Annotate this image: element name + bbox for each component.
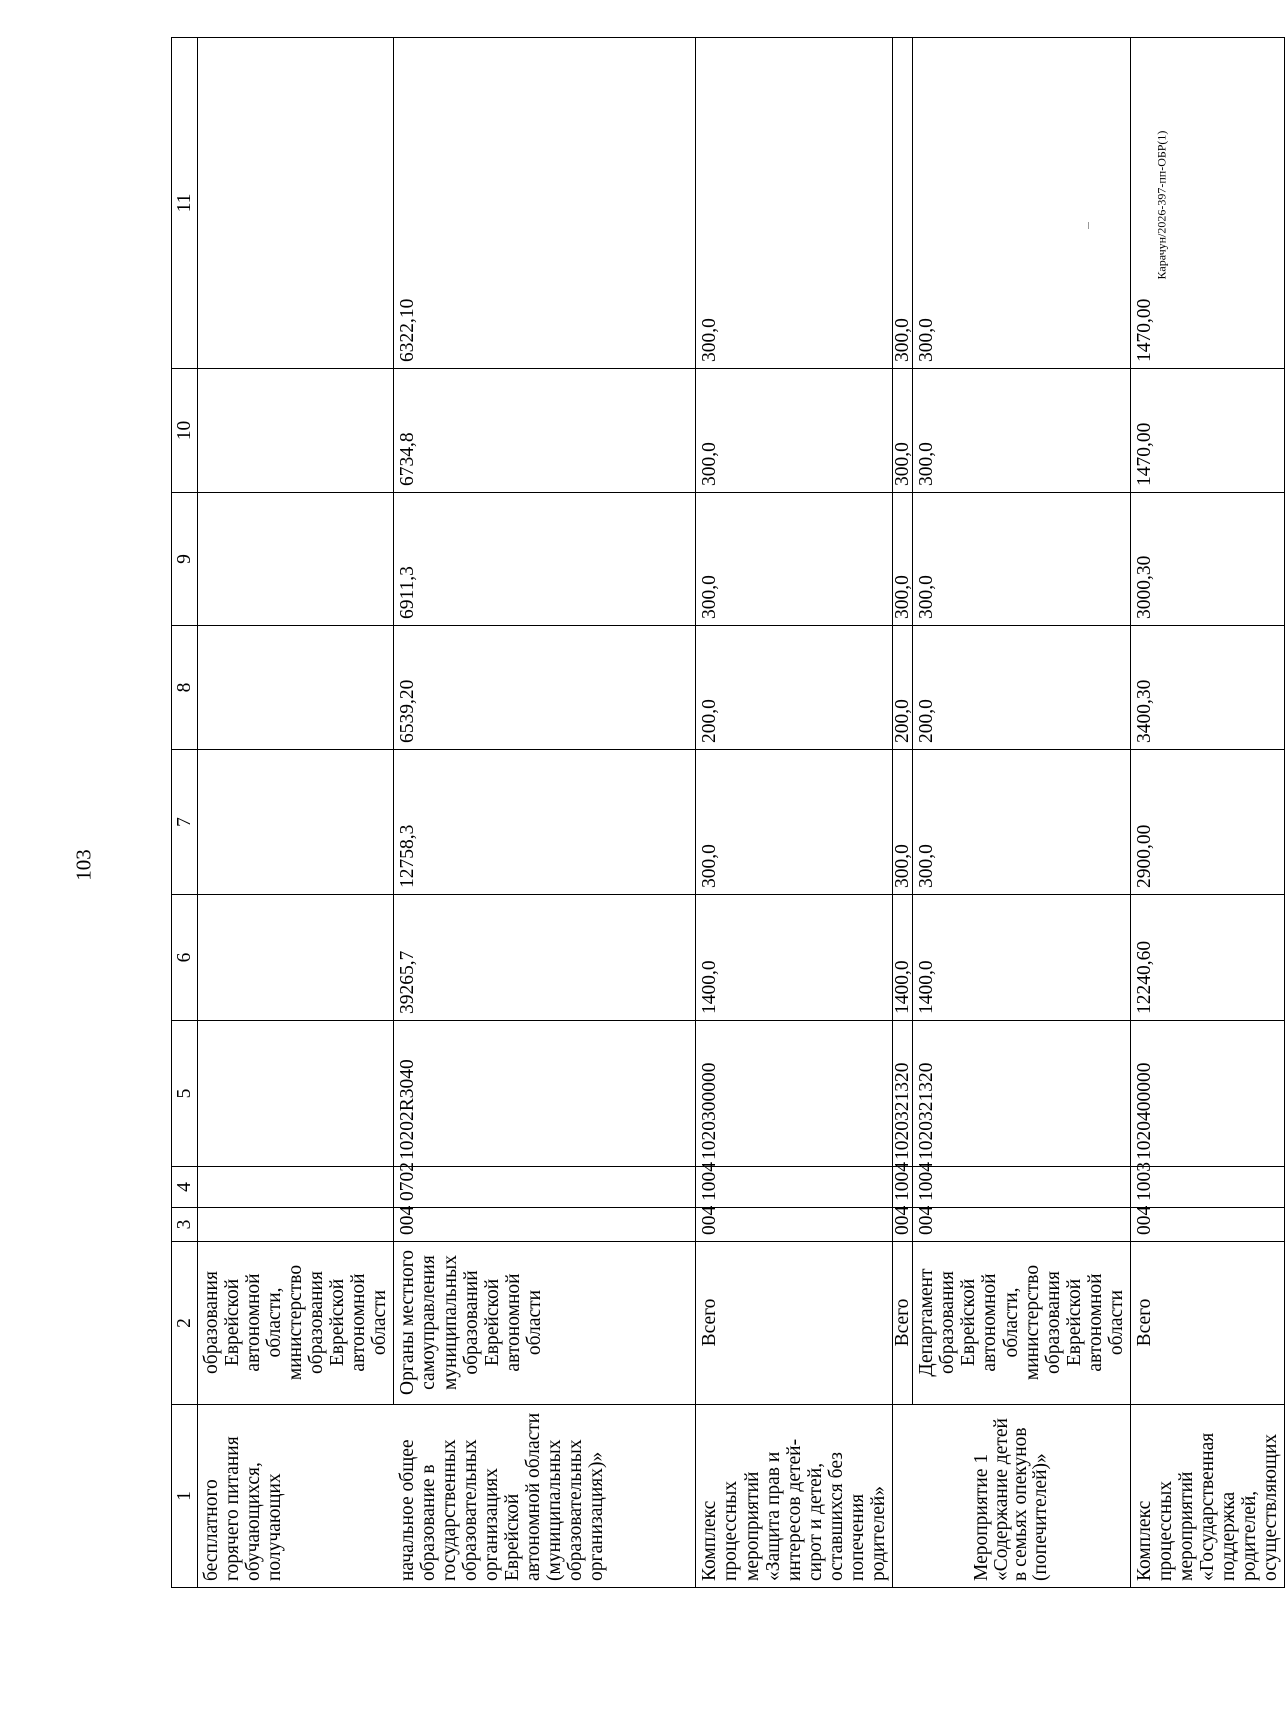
table-row [394,38,696,1588]
table-cell: 300,0 [892,750,913,895]
table-cell: 12758,3 [394,750,696,895]
table-header-row [172,38,198,1588]
column-header: 5 [172,1021,198,1167]
table-cell: 1400,0 [892,895,913,1021]
table-cell [198,895,394,1021]
table-cell: 300,0 [913,493,1130,626]
table-cell [198,1208,394,1242]
budget-table [171,37,1285,1588]
table-cell [198,1167,394,1208]
table-cell: 1020300000 [696,1021,892,1167]
table-cell: 6539,20 [394,626,696,750]
table-row [198,38,394,1588]
table-cell: 2900,00 [1130,750,1284,895]
executor-cell: Департамент образования Еврейской автономной области, министерство образования Еврейской автономной области [913,1242,1130,1405]
table-cell: 12240,60 [1130,895,1284,1021]
table-cell [198,493,394,626]
table-cell: 6322,10 [394,38,696,369]
column-header: 9 [172,493,198,626]
column-header: 4 [172,1167,198,1208]
table-cell: 300,0 [892,38,913,369]
table-cell: 200,0 [892,626,913,750]
table-cell: 200,0 [696,626,892,750]
table-cell: 004 [892,1208,913,1242]
table-cell: 1020321320 [892,1021,913,1167]
table-row [892,38,913,1588]
program-name-cell: Мероприятие 1 «Содержание детей в семьях опекунов (попечителей)» [892,1405,1130,1588]
table-cell [198,1021,394,1167]
program-name-cell: начальное общее образование в государственных образовательных организациях Еврейской автономной области (муниципальных образовательных организациях)» [394,1405,696,1588]
column-header: 1 [172,1405,198,1588]
column-header: 6 [172,895,198,1021]
executor-cell: Всего [1130,1242,1284,1405]
table-cell [198,369,394,493]
table-cell: 300,0 [913,750,1130,895]
table-cell: 300,0 [913,38,1130,369]
table-row [696,38,892,1588]
table-cell: 6734,8 [394,369,696,493]
column-header: 3 [172,1208,198,1242]
executor-cell: Всего [696,1242,892,1405]
table-cell: 004 [696,1208,892,1242]
table-cell: 1004 [892,1167,913,1208]
table-cell: 300,0 [696,750,892,895]
table-cell: 300,0 [696,369,892,493]
table-cell: 1470,00 [1130,369,1284,493]
table-cell: 004 [394,1208,696,1242]
column-header: 2 [172,1242,198,1405]
table-row [913,38,1130,1588]
program-name-cell: бесплатного горячего питания обучающихся, получающих [198,1405,394,1588]
table-cell: 300,0 [696,38,892,369]
table-cell: 300,0 [696,493,892,626]
table-cell: 300,0 [892,369,913,493]
table-cell: 004 [1130,1208,1284,1242]
table-cell: 1004 [913,1167,1130,1208]
rotated-table-container [171,38,1282,1588]
executor-cell: образования Еврейской автономной области, министерство образования Еврейской автономной области [198,1242,394,1405]
table-cell [198,38,394,369]
column-header: 8 [172,626,198,750]
table-cell: 300,0 [892,493,913,626]
table-cell: 1470,00 [1130,38,1284,369]
executor-cell: Органы местного самоуправления муниципальных образований Еврейской автономной области [394,1242,696,1405]
table-cell: 6911,3 [394,493,696,626]
table-cell: 1004 [696,1167,892,1208]
column-header: 7 [172,750,198,895]
table-cell: 1400,0 [913,895,1130,1021]
table-cell: 10202R3040 [394,1021,696,1167]
table-cell [198,750,394,895]
program-name-cell: Комплекс процессных мероприятий «Защита прав и интересов детей-сирот и детей, оставшихся без попечения родителей» [696,1405,892,1588]
executor-cell: Всего [892,1242,913,1405]
program-name-cell: Комплекс процессных мероприятий «Государственная поддержка родителей, осуществляющих [1130,1405,1284,1588]
table-cell: 200,0 [913,626,1130,750]
table-cell: 3400,30 [1130,626,1284,750]
table-cell: 1020321320 [913,1021,1130,1167]
table-cell: 39265,7 [394,895,696,1021]
table-cell: 004 [913,1208,1130,1242]
table-cell: 3000,30 [1130,493,1284,626]
table-cell: 0702 [394,1167,696,1208]
table-row [1130,38,1284,1588]
table-cell: 1400,0 [696,895,892,1021]
table-cell: 1020400000 [1130,1021,1284,1167]
table-cell: 1003 [1130,1167,1284,1208]
table-cell [198,626,394,750]
table-cell: 300,0 [913,369,1130,493]
column-header: 10 [172,369,198,493]
column-header: 11 [172,38,198,369]
